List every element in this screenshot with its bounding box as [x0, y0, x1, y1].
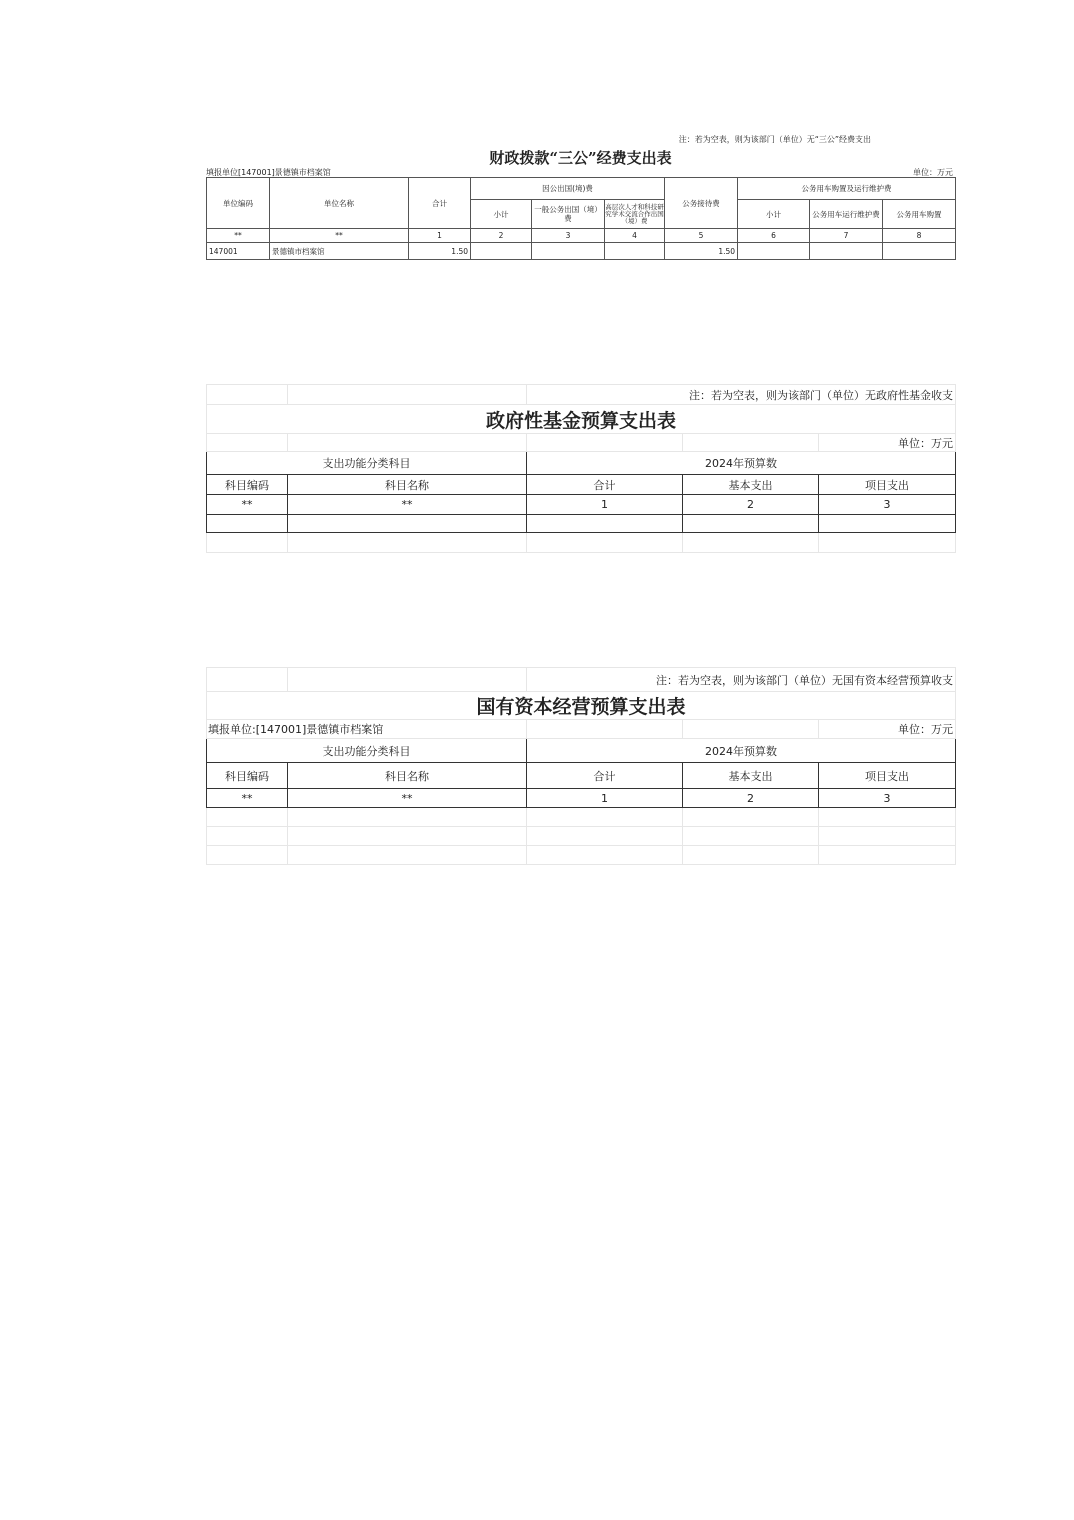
index-cell: 7 [810, 229, 883, 243]
table-row [207, 243, 956, 260]
table1-title: 财政拨款“三公”经费支出表 [489, 149, 672, 167]
index-cell: 3 [532, 229, 605, 243]
header-total: 合计 [527, 475, 683, 495]
table-row [207, 846, 956, 865]
index-cell: 2 [471, 229, 532, 243]
table1-note: 注：若为空表，则为该部门（单位）无“三公”经费支出 [678, 135, 871, 144]
header-subtotal: 小计 [471, 200, 532, 229]
index-cell: ** [288, 495, 527, 515]
header-code: 科目编码 [207, 475, 288, 495]
header-name: 科目名称 [288, 763, 527, 789]
table1-filler-unit: 填报单位[147001]景德镇市档案馆 [206, 168, 331, 177]
index-cell: 1 [527, 789, 683, 808]
table-row [207, 789, 956, 808]
header-car-purchase: 公务用车购置 [883, 200, 956, 229]
header-basic: 基本支出 [683, 763, 819, 789]
index-cell: 1 [527, 495, 683, 515]
data-cell [532, 243, 605, 260]
data-cell [883, 243, 956, 260]
index-cell: 3 [819, 789, 956, 808]
header-car-running: 公务用车运行维护费 [810, 200, 883, 229]
header-special-abroad: 高层次人才和科技研究学术交流合作出国（境）费 [605, 200, 665, 229]
index-cell: 2 [683, 789, 819, 808]
index-cell: ** [207, 789, 288, 808]
index-cell: 1 [409, 229, 471, 243]
table-row [207, 495, 956, 515]
data-cell [605, 243, 665, 260]
header-car-subtotal: 小计 [738, 200, 810, 229]
table-row [207, 808, 956, 827]
data-cell: 1.50 [409, 243, 471, 260]
index-cell: ** [270, 229, 409, 243]
header-abroad-group: 因公出国(境)费 [471, 178, 665, 200]
table3-note: 注：若为空表，则为该部门（单位）无国有资本经营预算收支 [527, 668, 956, 692]
header-total: 合计 [409, 178, 471, 229]
table1-unit: 单位：万元 [913, 168, 953, 177]
header-total: 合计 [527, 763, 683, 789]
government-fund-table [206, 384, 956, 553]
index-cell: 2 [683, 495, 819, 515]
state-capital-section [206, 667, 955, 865]
three-public-expense-table [206, 177, 956, 260]
header-reception: 公务接待费 [665, 178, 738, 229]
data-cell: 景德镇市档案馆 [270, 243, 409, 260]
header-car-group: 公务用车购置及运行维护费 [738, 178, 956, 200]
index-cell: 8 [883, 229, 956, 243]
table3-unit: 单位：万元 [819, 720, 956, 739]
data-cell: 147001 [207, 243, 270, 260]
index-cell: ** [207, 495, 288, 515]
table-row [207, 229, 956, 243]
table3-filler-unit: 填报单位:[147001]景德镇市档案馆 [207, 720, 527, 739]
data-cell [810, 243, 883, 260]
index-cell: 6 [738, 229, 810, 243]
header-budget-group: 2024年预算数 [527, 452, 956, 475]
header-budget-group: 2024年预算数 [527, 739, 956, 763]
table2-note: 注：若为空表，则为该部门（单位）无政府性基金收支 [527, 385, 956, 405]
index-cell: 5 [665, 229, 738, 243]
table3-title: 国有资本经营预算支出表 [207, 692, 956, 720]
table-row [207, 827, 956, 846]
header-func-group: 支出功能分类科目 [207, 739, 527, 763]
index-cell: ** [207, 229, 270, 243]
data-cell [738, 243, 810, 260]
header-func-group: 支出功能分类科目 [207, 452, 527, 475]
government-fund-section [206, 384, 955, 553]
header-name: 科目名称 [288, 475, 527, 495]
header-unit-code: 单位编码 [207, 178, 270, 229]
table-row [207, 533, 956, 553]
header-unit-name: 单位名称 [270, 178, 409, 229]
table2-title: 政府性基金预算支出表 [207, 405, 956, 434]
table-row [207, 515, 956, 533]
data-cell: 1.50 [665, 243, 738, 260]
header-basic: 基本支出 [683, 475, 819, 495]
data-cell [471, 243, 532, 260]
index-cell: 3 [819, 495, 956, 515]
index-cell: 4 [605, 229, 665, 243]
header-code: 科目编码 [207, 763, 288, 789]
state-capital-table [206, 667, 956, 865]
three-public-expense-section [206, 130, 955, 265]
header-project: 项目支出 [819, 763, 956, 789]
header-general-abroad: 一般公务出国（境）费 [532, 200, 605, 229]
table2-unit: 单位：万元 [819, 434, 956, 452]
header-project: 项目支出 [819, 475, 956, 495]
index-cell: ** [288, 789, 527, 808]
